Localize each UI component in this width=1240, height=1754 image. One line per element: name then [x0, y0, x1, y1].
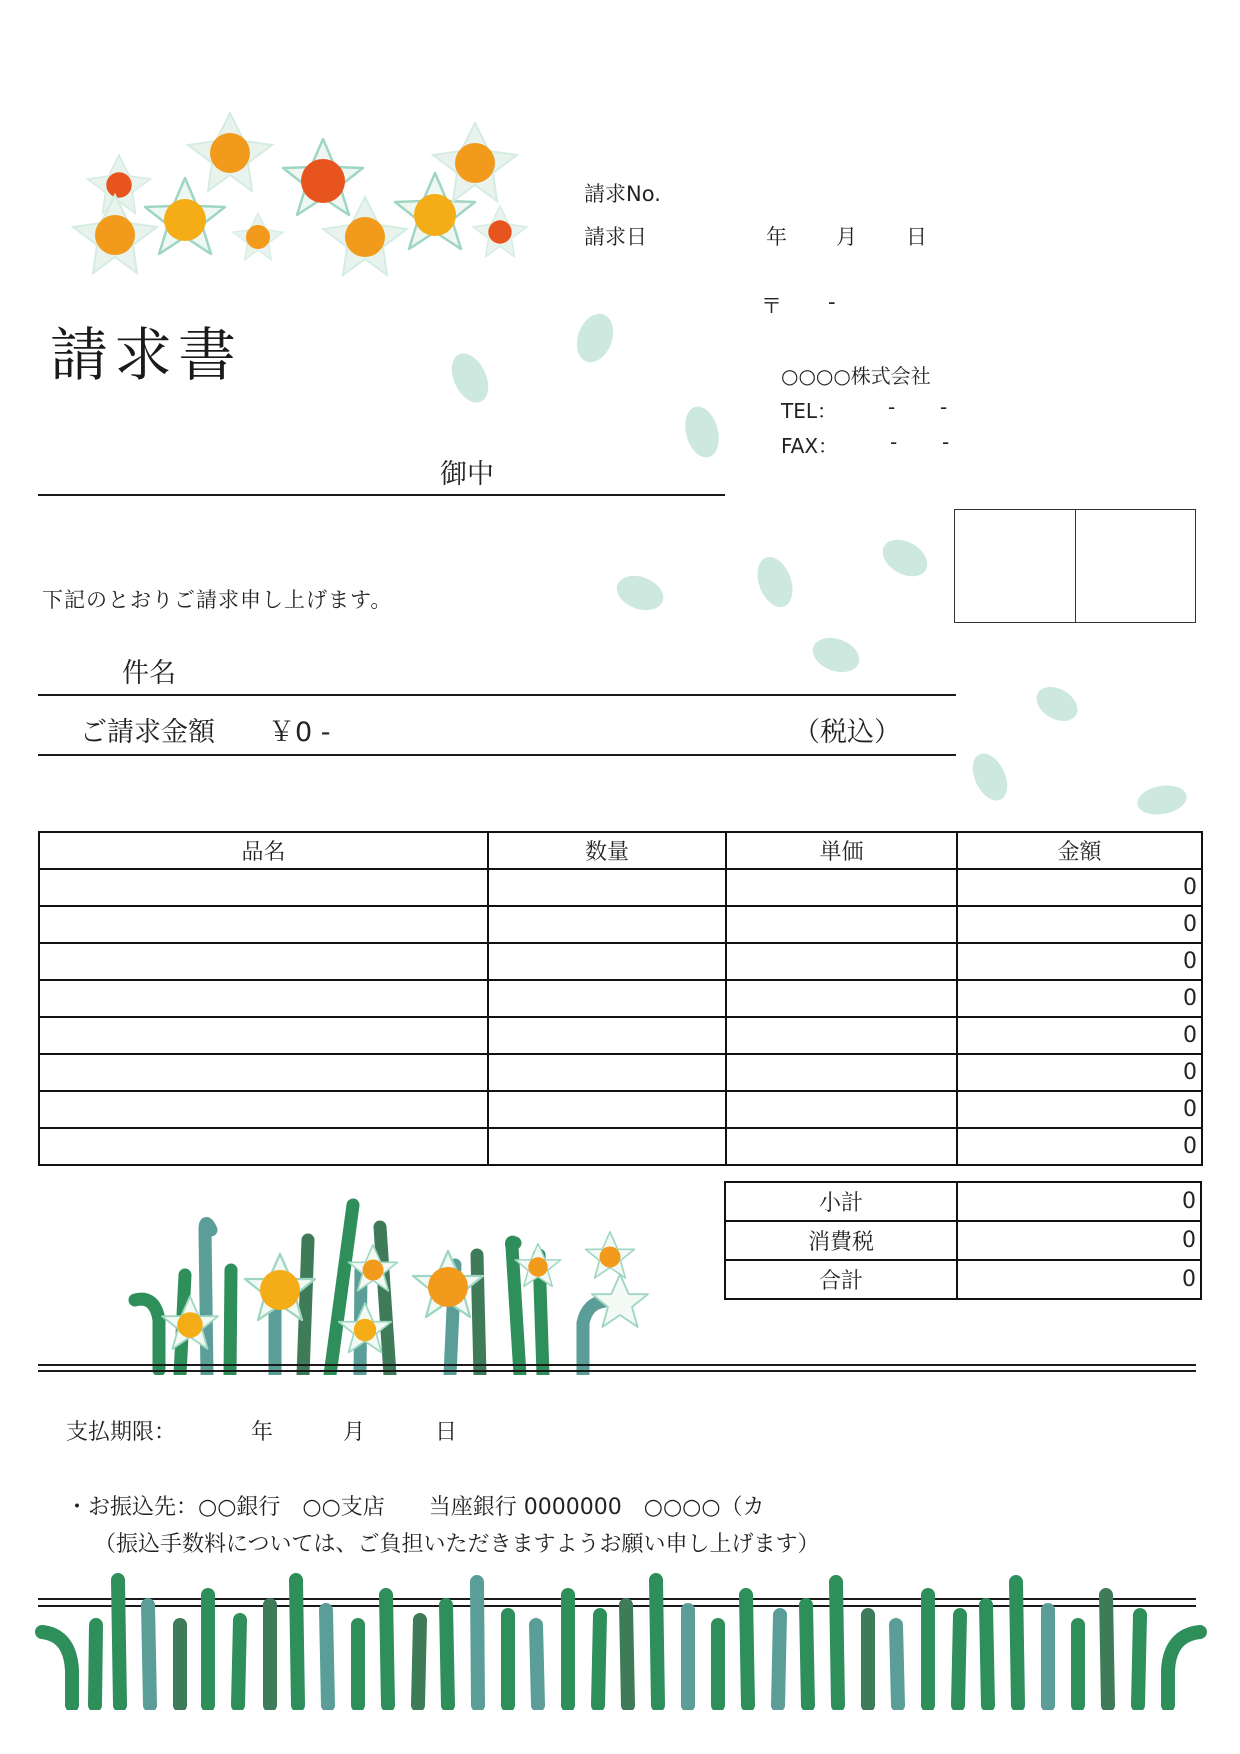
tel-dash-1: - — [888, 395, 896, 419]
subtotal-row — [725, 1182, 1201, 1221]
item-name-cell[interactable] — [39, 1091, 488, 1128]
invoice-date-label: 請求日 — [584, 225, 647, 249]
invoice-date-month: 月 — [836, 225, 857, 249]
payment-deadline-label: 支払期限： — [66, 1420, 177, 1445]
quantity-cell[interactable] — [488, 1091, 726, 1128]
payment-deadline-day: 日 — [435, 1420, 458, 1445]
totals-table — [724, 1181, 1202, 1300]
table-row — [39, 1128, 1202, 1165]
unit-price-cell[interactable] — [726, 943, 957, 980]
payment-deadline-month: 月 — [343, 1420, 366, 1445]
quantity-cell[interactable] — [488, 980, 726, 1017]
table-header-row — [39, 832, 1202, 869]
amount-cell: 0 — [957, 1091, 1202, 1128]
invoice-date-year: 年 — [766, 225, 787, 249]
billing-amount-value: ￥0 - — [268, 717, 331, 748]
item-name-cell[interactable] — [39, 1017, 488, 1054]
quantity-cell[interactable] — [488, 1017, 726, 1054]
item-name-cell[interactable] — [39, 1128, 488, 1165]
item-name-cell[interactable] — [39, 906, 488, 943]
item-name-cell[interactable] — [39, 980, 488, 1017]
daffodil-cluster-illustration — [55, 105, 545, 320]
quantity-cell[interactable] — [488, 943, 726, 980]
postal-code-dash: - — [828, 290, 836, 314]
table-row — [39, 869, 1202, 906]
transfer-fee-note: （振込手数料については、ご負担いただきますようお願い申し上げます） — [94, 1532, 820, 1557]
quantity-cell[interactable] — [488, 906, 726, 943]
stamp-box-right — [1075, 510, 1196, 622]
quantity-cell[interactable] — [488, 869, 726, 906]
addressee-suffix: 御中 — [440, 459, 494, 490]
total-label: 合計 — [725, 1260, 957, 1299]
total-row — [725, 1260, 1201, 1299]
subject-underline — [38, 694, 956, 696]
payment-deadline-year: 年 — [251, 1420, 274, 1445]
unit-price-cell[interactable] — [726, 1091, 957, 1128]
table-row — [39, 1054, 1202, 1091]
postal-mark: 〒 — [761, 294, 782, 318]
subject-label: 件名 — [122, 658, 176, 689]
item-name-cell[interactable] — [39, 869, 488, 906]
table-row — [39, 906, 1202, 943]
tax-included-label: （税込） — [793, 717, 901, 748]
header-item-name: 品名 — [39, 832, 488, 869]
document-title: 請求書 — [50, 321, 243, 389]
amount-cell: 0 — [957, 1017, 1202, 1054]
tel-label: TEL： — [781, 399, 837, 423]
grass-border-illustration — [30, 1570, 1220, 1710]
items-table — [38, 831, 1203, 1166]
stamp-box-left — [955, 510, 1075, 622]
fax-dash-1: - — [890, 430, 898, 454]
unit-price-cell[interactable] — [726, 980, 957, 1017]
amount-cell: 0 — [957, 943, 1202, 980]
subtotal-value: 0 — [957, 1182, 1201, 1221]
total-value: 0 — [957, 1260, 1201, 1299]
fax-dash-2: - — [942, 430, 950, 454]
unit-price-cell[interactable] — [726, 1128, 957, 1165]
amount-cell: 0 — [957, 906, 1202, 943]
amount-cell: 0 — [957, 869, 1202, 906]
header-amount: 金額 — [957, 832, 1202, 869]
bank-transfer-info: ・お振込先：○○銀行 ○○支店 当座銀行 0000000 ○○○○（カ — [66, 1495, 765, 1520]
quantity-cell[interactable] — [488, 1054, 726, 1091]
subtotal-label: 小計 — [725, 1182, 957, 1221]
tax-label: 消費税 — [725, 1221, 957, 1260]
item-name-cell[interactable] — [39, 1054, 488, 1091]
table-row — [39, 1091, 1202, 1128]
fax-label: FAX： — [781, 434, 839, 458]
header-quantity: 数量 — [488, 832, 726, 869]
unit-price-cell[interactable] — [726, 906, 957, 943]
table-row — [39, 943, 1202, 980]
request-message: 下記のとおりご請求申し上げます。 — [42, 588, 393, 612]
table-row — [39, 1017, 1202, 1054]
amount-cell: 0 — [957, 1128, 1202, 1165]
unit-price-cell[interactable] — [726, 1054, 957, 1091]
quantity-cell[interactable] — [488, 1128, 726, 1165]
unit-price-cell[interactable] — [726, 1017, 957, 1054]
unit-price-cell[interactable] — [726, 869, 957, 906]
invoice-number-label: 請求No. — [584, 182, 661, 206]
divider-lower — [38, 1370, 1196, 1372]
tax-row — [725, 1221, 1201, 1260]
amount-cell: 0 — [957, 980, 1202, 1017]
tax-value: 0 — [957, 1221, 1201, 1260]
table-row — [39, 980, 1202, 1017]
item-name-cell[interactable] — [39, 943, 488, 980]
stamp-boxes — [954, 509, 1196, 623]
invoice-date-day: 日 — [906, 225, 927, 249]
addressee-underline — [38, 494, 725, 496]
daffodil-stems-illustration — [125, 1195, 655, 1375]
tel-dash-2: - — [940, 395, 948, 419]
divider-upper — [38, 1364, 1196, 1366]
amount-cell: 0 — [957, 1054, 1202, 1091]
header-unit-price: 単価 — [726, 832, 957, 869]
amount-underline — [38, 754, 956, 756]
company-name: ○○○○株式会社 — [781, 364, 931, 388]
billing-amount-label: ご請求金額 — [80, 717, 215, 748]
